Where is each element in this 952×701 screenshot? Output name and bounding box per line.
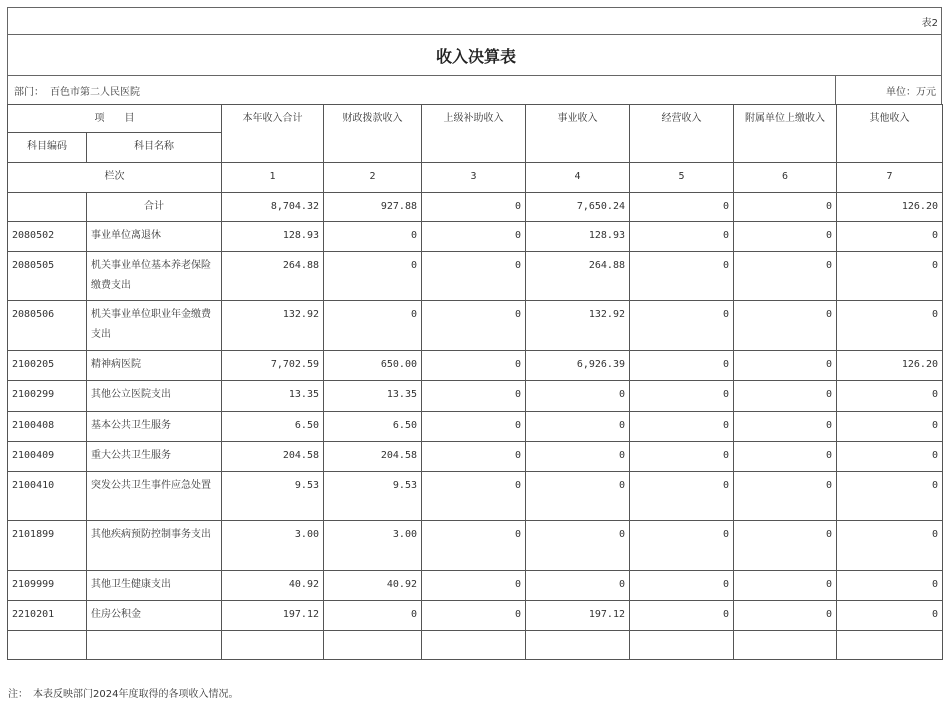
col-index: 5	[630, 163, 734, 193]
subject-code: 2100408	[8, 412, 87, 442]
name-header: 科目名称	[87, 133, 222, 163]
table-row	[8, 381, 943, 412]
col-header: 事业收入	[526, 105, 630, 163]
amount-cell: 0	[734, 351, 837, 381]
amount-cell: 0	[734, 252, 837, 301]
col-header: 经营收入	[630, 105, 734, 163]
table-row	[8, 521, 943, 571]
amount-cell: 0	[837, 252, 943, 301]
empty-cell	[222, 631, 324, 660]
amount-cell: 0	[734, 521, 837, 571]
amount-cell: 0	[837, 472, 943, 521]
info-bar	[7, 75, 942, 105]
amount-cell: 7,702.59	[222, 351, 324, 381]
amount-cell: 0	[630, 252, 734, 301]
table-row	[8, 222, 943, 252]
amount-cell: 0	[526, 571, 630, 601]
col-header: 附属单位上缴收入	[734, 105, 837, 163]
amount-cell: 0	[630, 351, 734, 381]
amount-cell: 0	[422, 252, 526, 301]
table-row	[8, 252, 943, 301]
amount-cell: 0	[734, 571, 837, 601]
amount-cell: 0	[734, 412, 837, 442]
subject-name: 事业单位离退休	[87, 222, 222, 252]
col-header: 上级补助收入	[422, 105, 526, 163]
table-row	[8, 412, 943, 442]
empty-cell	[630, 631, 734, 660]
subject-code: 2109999	[8, 571, 87, 601]
amount-cell: 0	[837, 571, 943, 601]
total-value: 0	[630, 193, 734, 222]
total-value: 0	[734, 193, 837, 222]
col-index: 3	[422, 163, 526, 193]
col-index-row	[8, 163, 943, 193]
subject-name: 重大公共卫生服务	[87, 442, 222, 472]
amount-cell: 264.88	[526, 252, 630, 301]
table-row	[8, 472, 943, 521]
income-table	[7, 104, 943, 660]
amount-cell: 0	[422, 521, 526, 571]
amount-cell: 0	[837, 222, 943, 252]
total-label: 合计	[87, 193, 222, 222]
amount-cell: 0	[324, 222, 422, 252]
amount-cell: 0	[837, 442, 943, 472]
subject-name: 其他公立医院支出	[87, 381, 222, 412]
subject-code: 2100205	[8, 351, 87, 381]
subject-name: 其他疾病预防控制事务支出	[87, 521, 222, 571]
header-row	[8, 105, 943, 133]
empty-row	[8, 631, 943, 660]
amount-cell: 0	[630, 472, 734, 521]
amount-cell: 650.00	[324, 351, 422, 381]
col-header: 财政拨款收入	[324, 105, 422, 163]
total-value: 927.88	[324, 193, 422, 222]
dept-name: 百色市第二人民医院	[50, 87, 140, 98]
footnote: 注： 本表反映部门2024年度取得的各项收入情况。	[8, 689, 239, 700]
subject-name: 机关事业单位基本养老保险缴费支出	[87, 252, 222, 301]
amount-cell: 0	[837, 412, 943, 442]
amount-cell: 0	[422, 442, 526, 472]
amount-cell: 0	[734, 442, 837, 472]
amount-cell: 6.50	[324, 412, 422, 442]
subject-code: 2210201	[8, 601, 87, 631]
amount-cell: 0	[630, 412, 734, 442]
amount-cell: 0	[837, 301, 943, 351]
item-header: 项 目	[8, 105, 222, 133]
amount-cell: 0	[734, 301, 837, 351]
col-index: 2	[324, 163, 422, 193]
subject-name: 基本公共卫生服务	[87, 412, 222, 442]
table-row	[8, 351, 943, 381]
amount-cell: 3.00	[222, 521, 324, 571]
amount-cell: 0	[422, 601, 526, 631]
amount-cell: 0	[630, 301, 734, 351]
amount-cell: 9.53	[324, 472, 422, 521]
col-header: 本年收入合计	[222, 105, 324, 163]
amount-cell: 204.58	[222, 442, 324, 472]
amount-cell: 3.00	[324, 521, 422, 571]
col-index-label: 栏次	[8, 163, 222, 193]
subject-code: 2080505	[8, 252, 87, 301]
col-index: 4	[526, 163, 630, 193]
amount-cell: 204.58	[324, 442, 422, 472]
amount-cell: 0	[734, 222, 837, 252]
amount-cell: 40.92	[324, 571, 422, 601]
subject-name: 住房公积金	[87, 601, 222, 631]
amount-cell: 0	[837, 601, 943, 631]
amount-cell: 132.92	[526, 301, 630, 351]
amount-cell: 13.35	[324, 381, 422, 412]
amount-cell: 0	[422, 222, 526, 252]
amount-cell: 126.20	[837, 351, 943, 381]
amount-cell: 0	[837, 521, 943, 571]
empty-cell	[87, 631, 222, 660]
total-row	[8, 193, 943, 222]
empty-cell	[734, 631, 837, 660]
amount-cell: 0	[324, 252, 422, 301]
amount-cell: 0	[734, 472, 837, 521]
amount-cell: 0	[324, 601, 422, 631]
amount-cell: 0	[734, 381, 837, 412]
amount-cell: 0	[630, 442, 734, 472]
code-header: 科目编码	[8, 133, 87, 163]
total-code-cell	[8, 193, 87, 222]
amount-cell: 0	[526, 472, 630, 521]
amount-cell: 0	[630, 571, 734, 601]
amount-cell: 0	[422, 351, 526, 381]
dept-label: 部门：	[14, 87, 44, 98]
subject-code: 2101899	[8, 521, 87, 571]
amount-cell: 0	[526, 412, 630, 442]
amount-cell: 6,926.39	[526, 351, 630, 381]
amount-cell: 0	[630, 601, 734, 631]
amount-cell: 132.92	[222, 301, 324, 351]
amount-cell: 197.12	[222, 601, 324, 631]
amount-cell: 0	[422, 301, 526, 351]
subject-name: 突发公共卫生事件应急处置	[87, 472, 222, 521]
table-row	[8, 601, 943, 631]
table-row	[8, 442, 943, 472]
total-value: 0	[422, 193, 526, 222]
amount-cell: 0	[526, 381, 630, 412]
amount-cell: 40.92	[222, 571, 324, 601]
amount-cell: 128.93	[526, 222, 630, 252]
amount-cell: 0	[324, 301, 422, 351]
total-value: 126.20	[837, 193, 943, 222]
empty-cell	[324, 631, 422, 660]
total-value: 7,650.24	[526, 193, 630, 222]
amount-cell: 197.12	[526, 601, 630, 631]
amount-cell: 0	[630, 521, 734, 571]
total-value: 8,704.32	[222, 193, 324, 222]
amount-cell: 128.93	[222, 222, 324, 252]
empty-cell	[837, 631, 943, 660]
amount-cell: 13.35	[222, 381, 324, 412]
unit-label: 单位：万元	[886, 87, 936, 98]
amount-cell: 0	[526, 442, 630, 472]
data-rows	[8, 222, 943, 631]
amount-cell: 0	[422, 412, 526, 442]
subject-code: 2100410	[8, 472, 87, 521]
amount-cell: 0	[422, 472, 526, 521]
subject-code: 2100409	[8, 442, 87, 472]
subject-code: 2080506	[8, 301, 87, 351]
empty-cell	[526, 631, 630, 660]
col-index: 1	[222, 163, 324, 193]
subject-name: 精神病医院	[87, 351, 222, 381]
subject-code: 2100299	[8, 381, 87, 412]
subject-name: 机关事业单位职业年金缴费支出	[87, 301, 222, 351]
col-index: 7	[837, 163, 943, 193]
col-header: 其他收入	[837, 105, 943, 163]
unit-divider	[835, 75, 836, 105]
amount-cell: 264.88	[222, 252, 324, 301]
amount-cell: 0	[630, 381, 734, 412]
empty-cell	[422, 631, 526, 660]
table-number-bar	[7, 7, 942, 35]
empty-cell	[8, 631, 87, 660]
page-title: 收入决算表	[435, 47, 516, 66]
subject-code: 2080502	[8, 222, 87, 252]
amount-cell: 9.53	[222, 472, 324, 521]
amount-cell: 6.50	[222, 412, 324, 442]
amount-cell: 0	[630, 222, 734, 252]
amount-cell: 0	[526, 521, 630, 571]
subject-name: 其他卫生健康支出	[87, 571, 222, 601]
amount-cell: 0	[422, 571, 526, 601]
amount-cell: 0	[422, 381, 526, 412]
table-row	[8, 301, 943, 351]
amount-cell: 0	[837, 381, 943, 412]
table-row	[8, 571, 943, 601]
amount-cell: 0	[734, 601, 837, 631]
col-index: 6	[734, 163, 837, 193]
table-number: 表2	[921, 18, 938, 29]
